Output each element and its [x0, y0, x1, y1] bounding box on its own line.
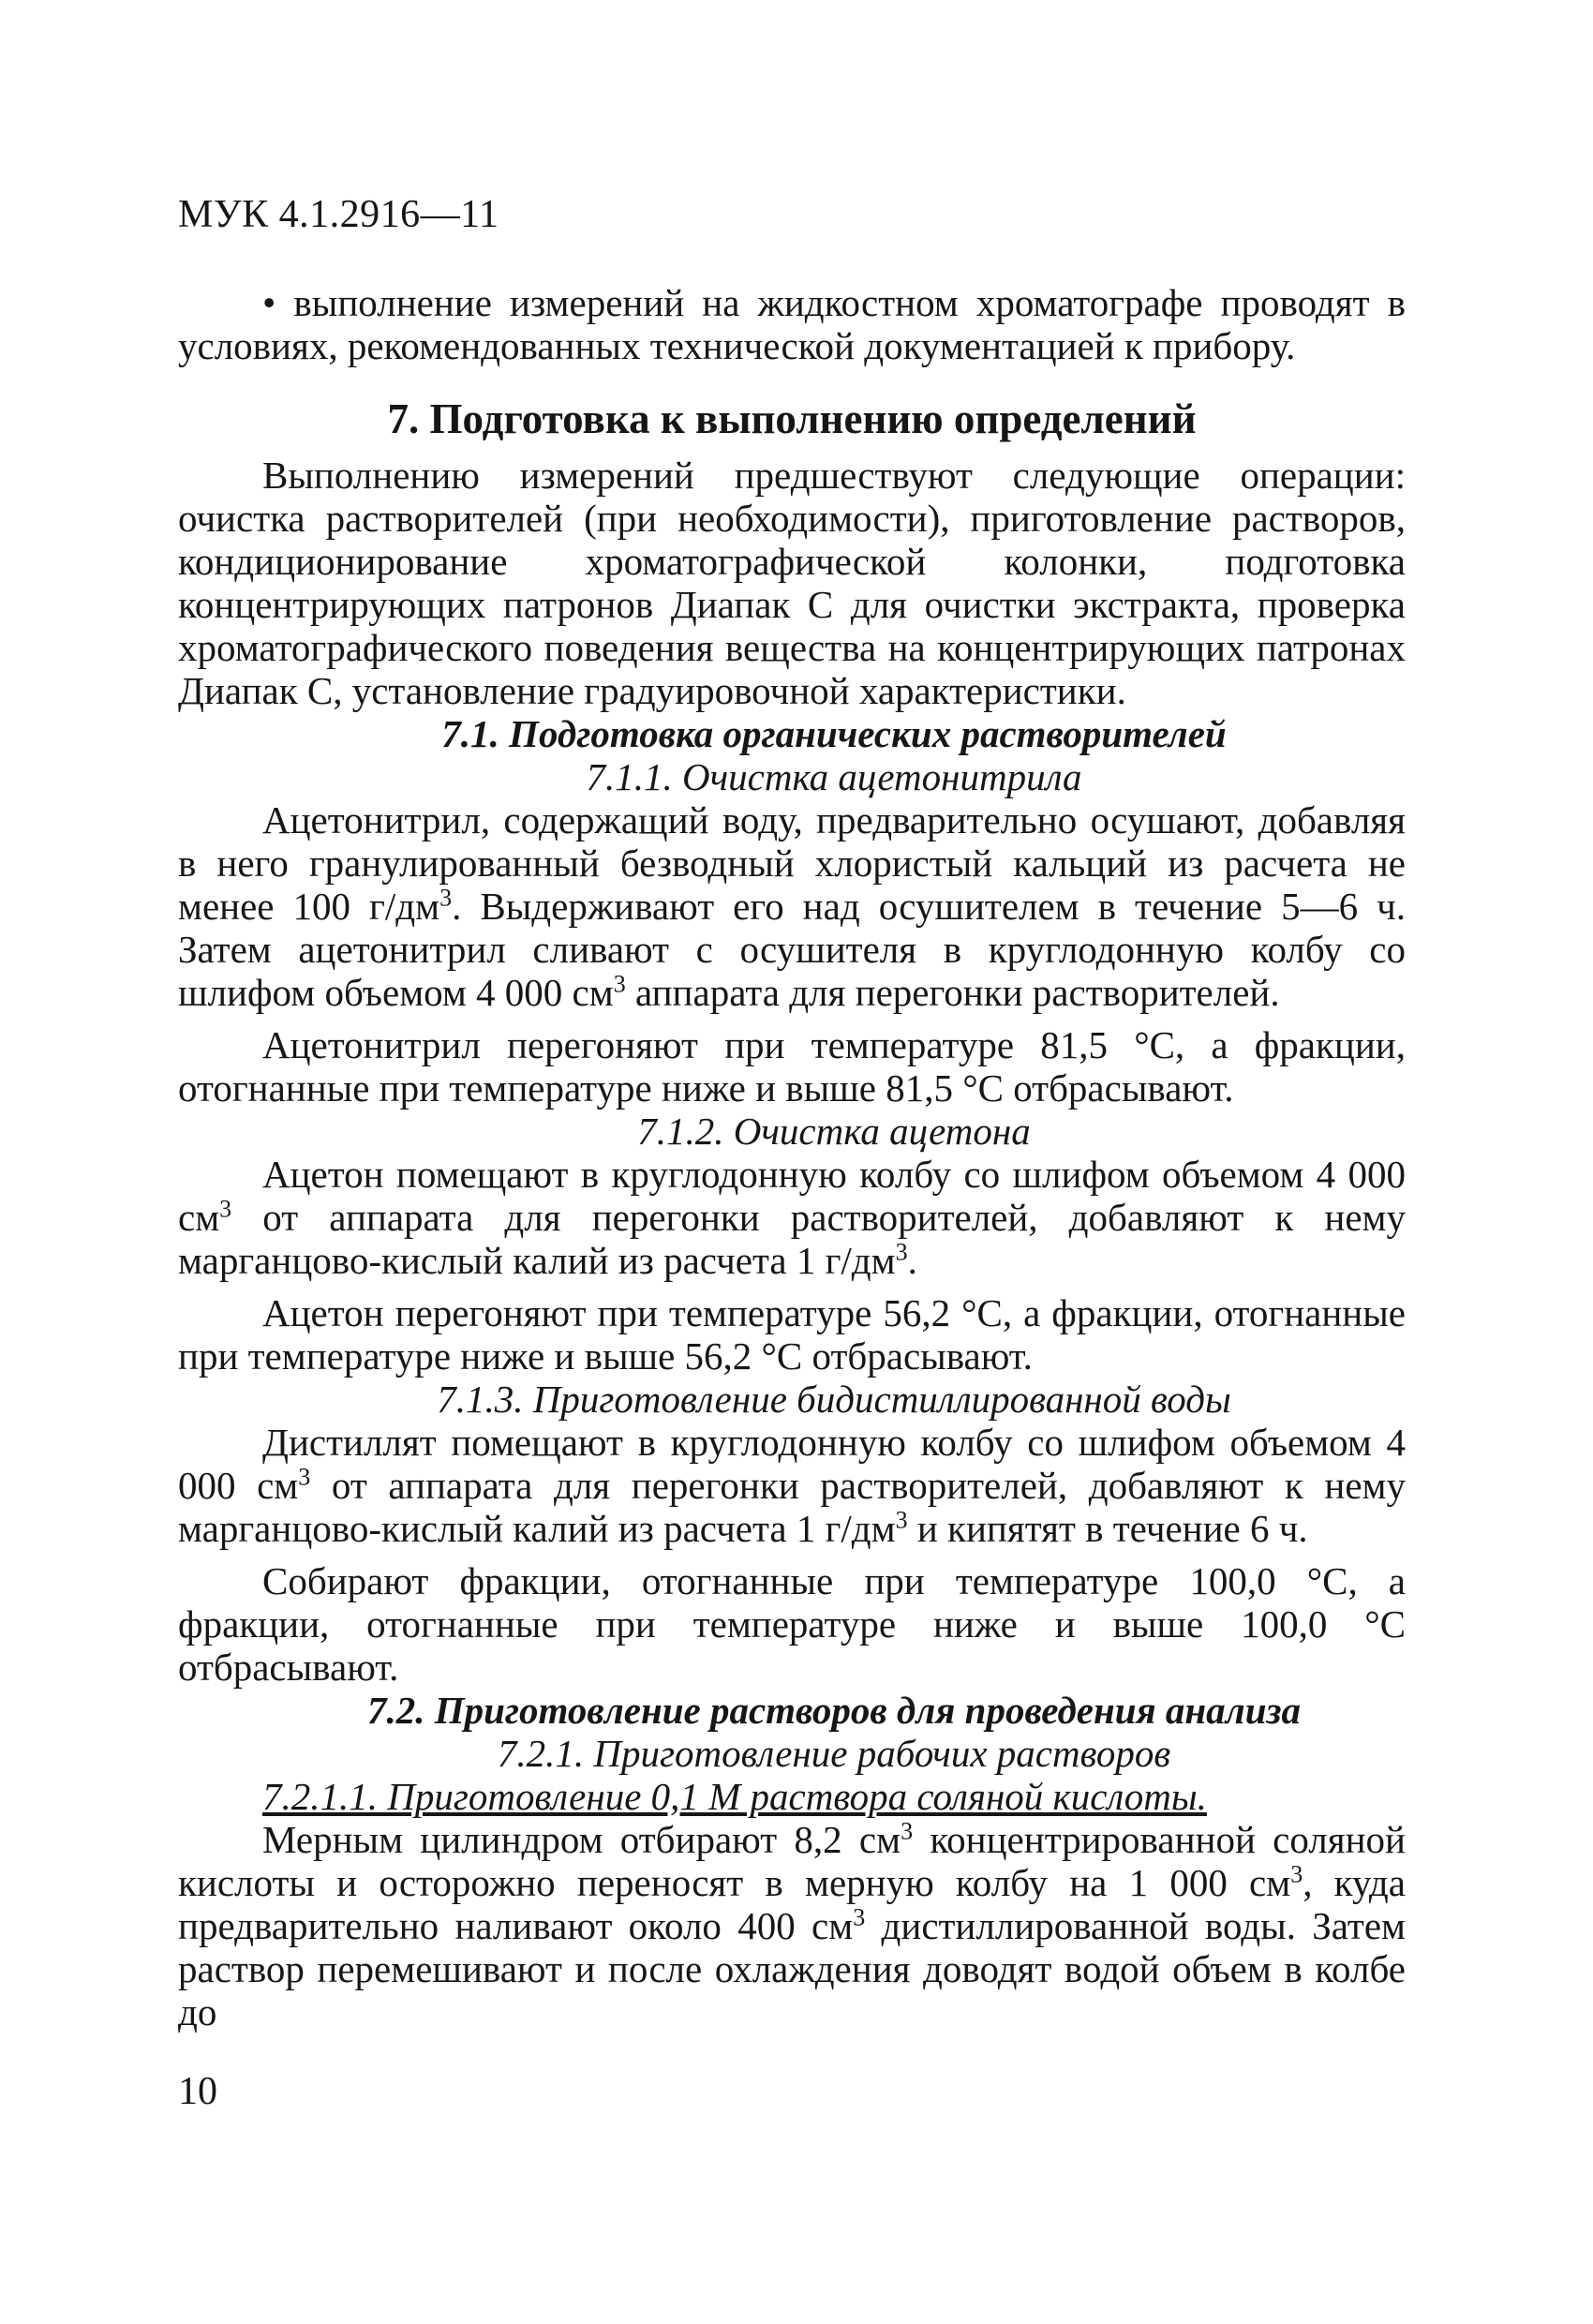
document-code: МУК 4.1.2916—11: [178, 193, 499, 236]
section-7-2-heading: 7.2. Приготовление растворов для проведения анализа: [366, 1689, 1302, 1732]
section-7-2-1-heading: 7.2.1. Приготовление рабочих растворов: [497, 1732, 1171, 1775]
page-content: [178, 281, 1406, 2034]
section-7-1-3-heading: 7.1.3. Приготовление бидистиллированной воды: [437, 1378, 1231, 1421]
section-7-1-3-paragraph-2: Собирают фракции, отогнанные при температуре 100,0 °С, а фракции, отогнанные при температуре ниже и выше 100,0 °С отбрасывают.: [178, 1559, 1406, 1689]
page-number: 10: [178, 2070, 217, 2113]
section-7-heading: 7. Подготовка к выполнению определений: [387, 395, 1197, 442]
section-7-1-3-paragraph-1: Дистиллят помещают в круглодонную колбу со шлифом объемом 4 000 $см^3$ от аппарата для перегонки растворителей, добавляют к нему марганцово-кислый калий из расчета 1 $г/дм^3$ и кипятят в течение 6 ч.: [178, 1421, 1406, 1550]
section-7-1-heading: 7.1. Подготовка органических растворителей: [441, 712, 1227, 755]
bullet-item: • выполнение измерений на жидкостном хроматографе проводят в условиях, рекомендованных технической документацией к прибору.: [178, 281, 1406, 367]
section-7-2-1-1-paragraph: Мерным цилиндром отбирают 8,2 $см^3$ концентрированной соляной кислоты и осторожно переносят в мерную колбу на 1 000 $см^3$, куда предварительно наливают около 400 $см^3$ дистиллированной воды. Затем раствор перемешивают и после охлаждения доводят водой объем в колбе до: [178, 1817, 1406, 2034]
section-7-1-1-paragraph-1: Ацетонитрил, содержащий воду, предварительно осушают, добавляя в него гранулированный безводный хлористый кальций из расчета не менее 100 $г/дм^3$. Выдерживают его над осушителем в течение 5—6 ч. Затем ацетонитрил сливают с осушителя в круглодонную колбу со шлифом объемом 4 000 $см^3$ аппарата для перегонки растворителей.: [178, 798, 1406, 1014]
section-7-1-1-paragraph-2: Ацетонитрил перегоняют при температуре 81,5 °С, а фракции, отогнанные при температуре ниже и выше 81,5 °С отбрасывают.: [178, 1023, 1406, 1110]
section-7-2-1-1-heading: 7.2.1.1. Приготовление 0,1 М раствора соляной кислоты.: [262, 1775, 1207, 1818]
section-7-1-1-heading: 7.1.1. Очистка ацетонитрила: [586, 755, 1082, 798]
section-7-1-2-paragraph-2: Ацетон перегоняют при температуре 56,2 °С, а фракции, отогнанные при температуре ниже и выше 56,2 °С отбрасывают.: [178, 1291, 1406, 1378]
section-7-paragraph: Выполнению измерений предшествуют следующие операции: очистка растворителей (при необходимости), приготовление растворов, кондиционирование хроматографической колонки, подготовка концентрирующих патронов Диапак С для очистки экстракта, проверка хроматографического поведения вещества на концентрирующих патронах Диапак С, установление градуировочной характеристики.: [178, 454, 1406, 712]
section-7-1-2-paragraph-1: Ацетон помещают в круглодонную колбу со шлифом объемом 4 000 $см^3$ от аппарата для перегонки растворителей, добавляют к нему марганцово-кислый калий из расчета 1 $г/дм^3$.: [178, 1153, 1406, 1282]
section-7-1-2-heading: 7.1.2. Очистка ацетона: [637, 1110, 1031, 1153]
